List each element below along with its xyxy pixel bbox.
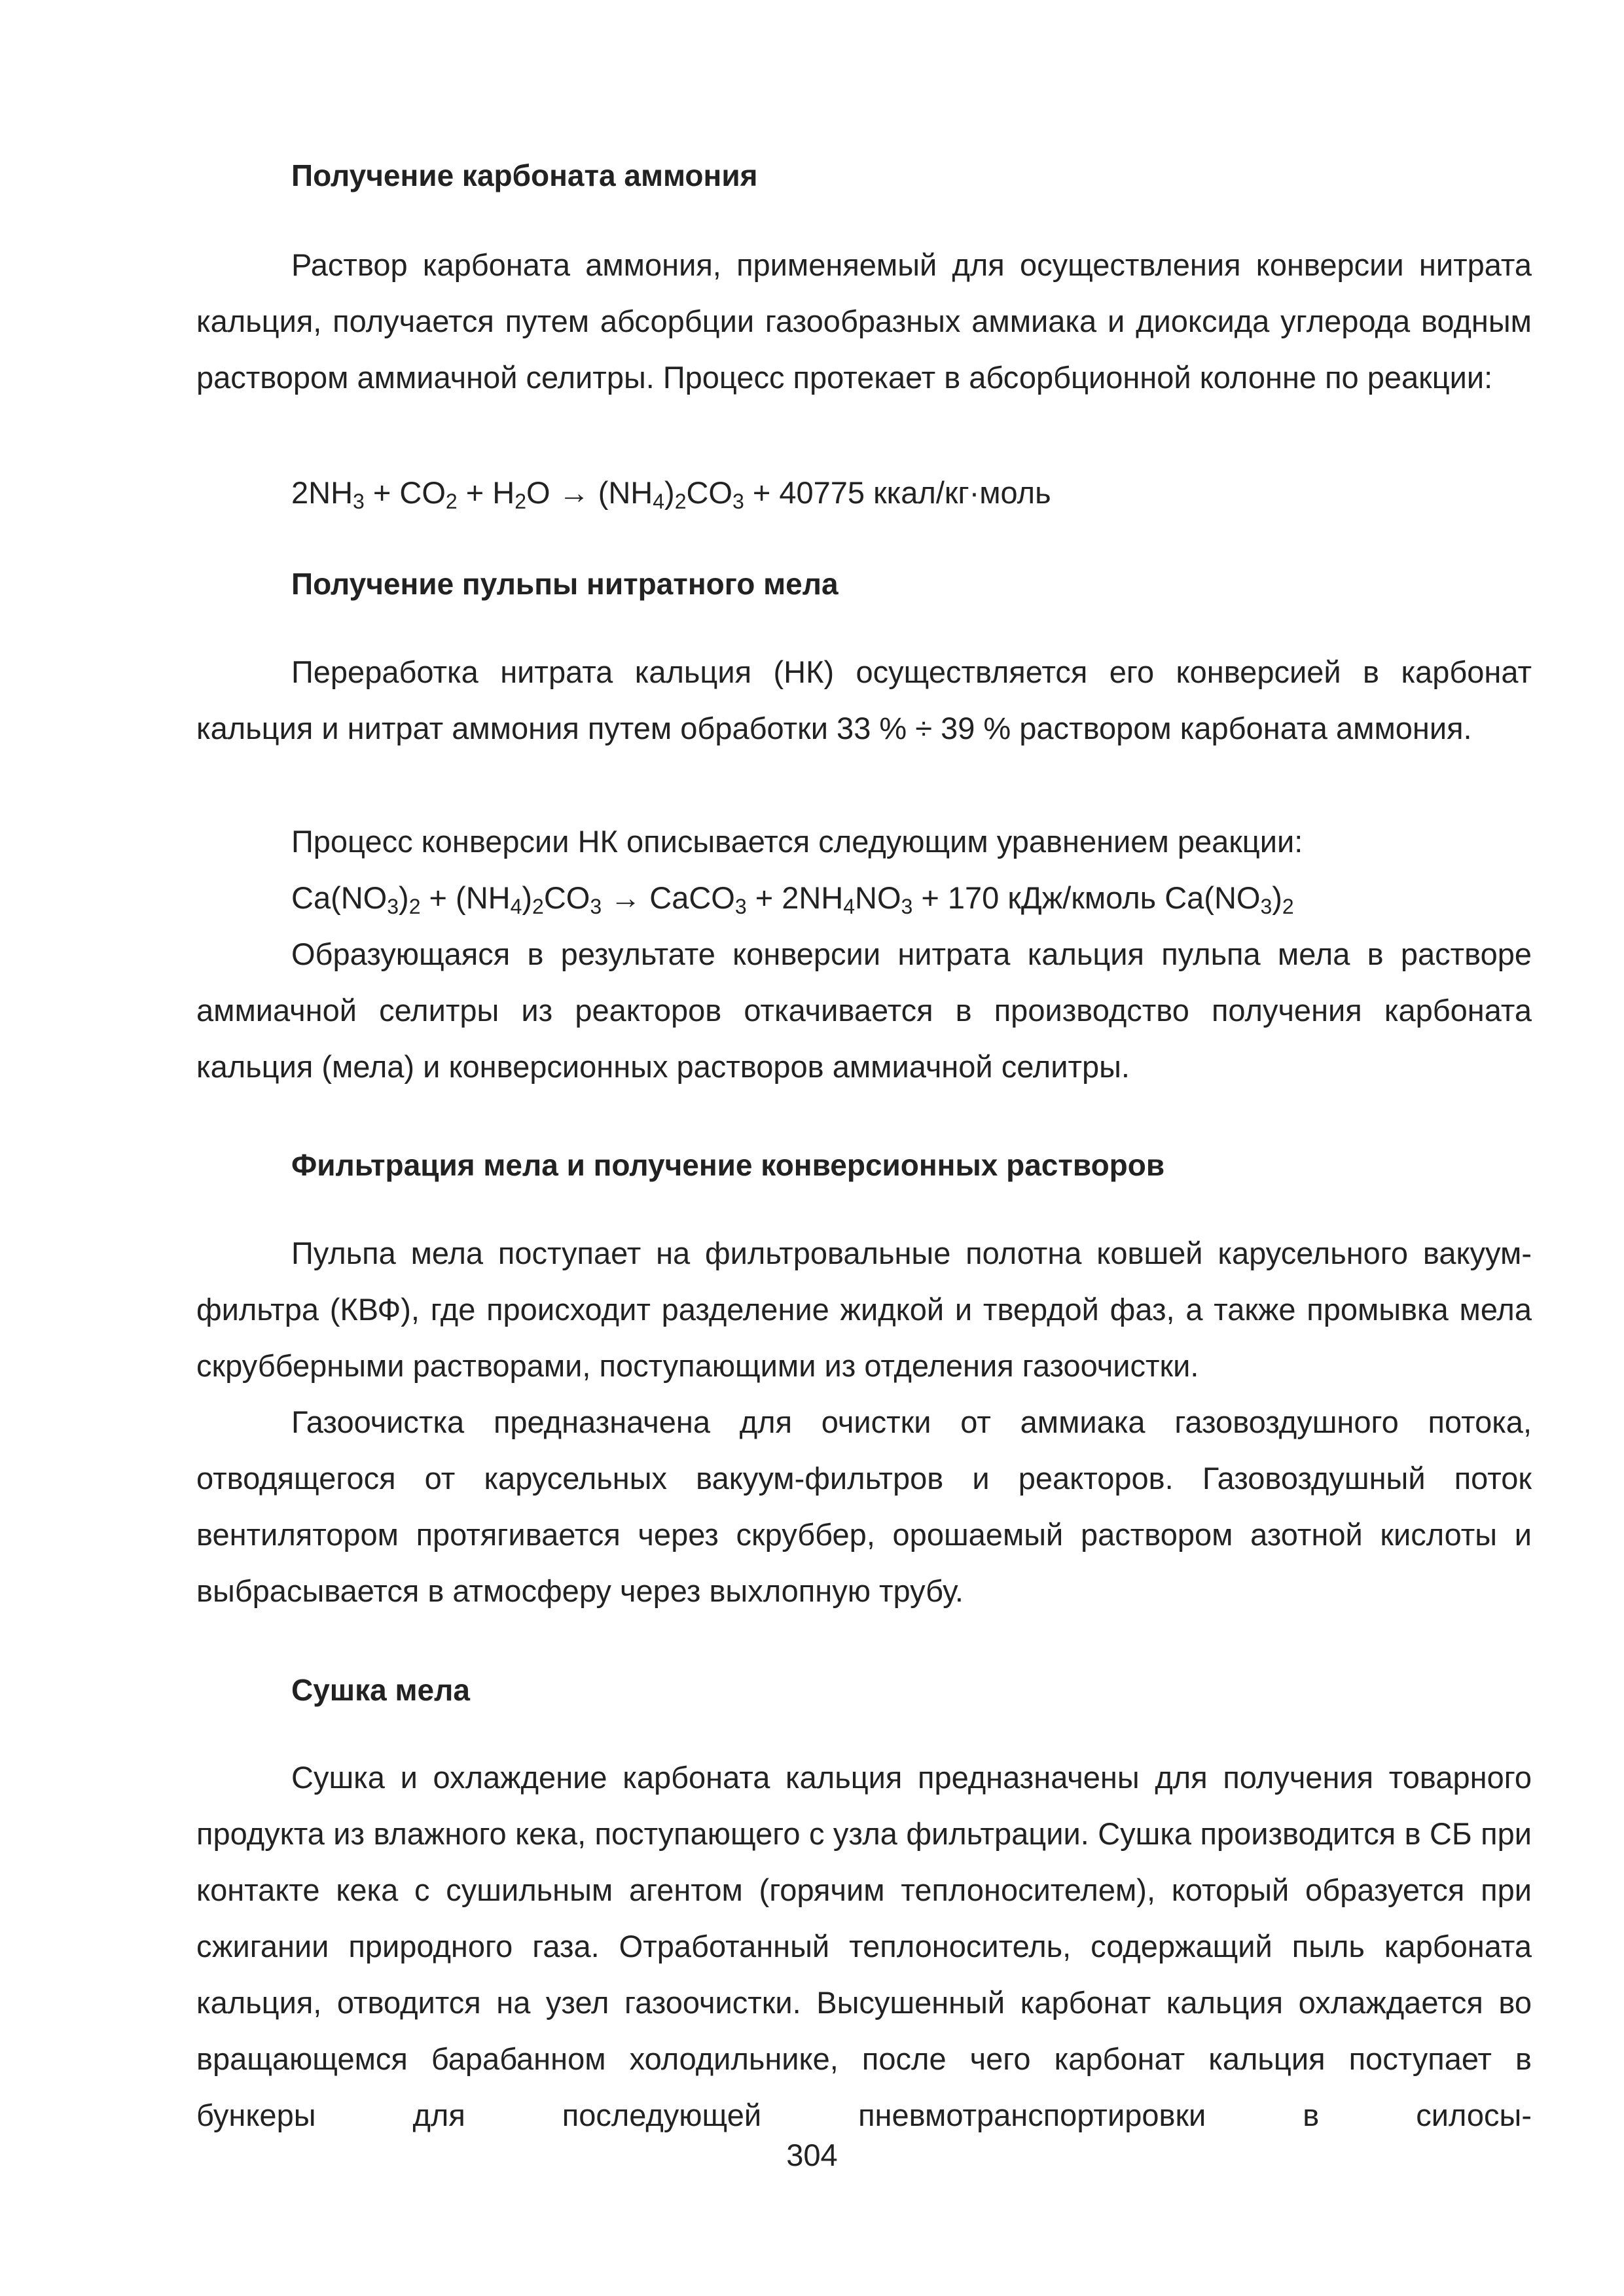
section-heading-chalk-drying: Сушка мела bbox=[291, 1673, 470, 1707]
section-heading-filtration: Фильтрация мела и получение конверсионных растворов bbox=[291, 1148, 1165, 1182]
section-heading-chalk-pulp: Получение пульпы нитратного мела bbox=[291, 567, 839, 601]
paragraph-chalk-pulp-output: Образующаяся в результате конверсии нитрата кальция пульпа мела в растворе аммиачной селитры из реакторов откачивается в производство получения карбоната кальция (мела) и конверсионных растворов аммиачной селитры. bbox=[196, 937, 1532, 1084]
paragraph-conversion-process: Процесс конверсии НК описывается следующим уравнением реакции: bbox=[291, 824, 1303, 859]
equation-calcium-nitrate-conversion: $Ca(NO_3)_2 + (NH_4)_2CO_3$ → CaCO$_3$ + $2NH_4NO_3 + 170$ кДж/кмоль $Ca(NO_3)_2$ bbox=[291, 880, 1294, 918]
page-number: 304 bbox=[786, 2138, 838, 2172]
paragraph-gas-cleaning: Газоочистка предназначена для очистки от аммиака газовоздушного потока, отводящегося от карусельных вакуум-фильтров и реакторов. Газовоздушный поток вентилятором протягивается через скруббер, орошаемый раствором азотной кислоты и выбрасывается в атмосферу через выхлопную трубу. bbox=[196, 1405, 1532, 1608]
paragraph-calcium-nitrate-processing: Переработка нитрата кальция (НК) осуществляется его конверсией в карбонат кальция и нитрат аммония путем обработки 33 % ÷ 39 % раствором карбоната аммония. bbox=[196, 655, 1532, 745]
paragraph-chalk-drying: Сушка и охлаждение карбоната кальция предназначены для получения товарного продукта из влажного кека, поступающего с узла фильтрации. Сушка производится в СБ при контакте кека с сушильным агентом (горячим теплоносителем), который образуется при сжигании природного газа. Отработанный теплоноситель, содержащий пыль карбоната кальция, отводится на узел газоочистки. Высушенный карбонат кальция охлаждается во вращающемся барабанном холодильнике, после чего карбонат кальция поступает в бункеры для последующей пневмотранспортировки в силосы- bbox=[196, 1760, 1532, 2132]
paragraph-filtration: Пульпа мела поступает на фильтровальные полотна ковшей карусельного вакуум-фильтра (КВФ), где происходит разделение жидкой и твердой фаз, а также промывка мела скрубберными растворами, поступающими из отделения газоочистки. bbox=[196, 1236, 1532, 1383]
section-heading-ammonium-carbonate: Получение карбоната аммония bbox=[291, 158, 758, 192]
paragraph-ammonium-carbonate-intro: Раствор карбоната аммония, применяемый для осуществления конверсии нитрата кальция, получается путем абсорбции газообразных аммиака и диоксида углерода водным раствором аммиачной селитры. Процесс протекает в абсорбционной колонне по реакции: bbox=[196, 247, 1532, 395]
equation-ammonium-carbonate: $2NH_3 + CO_2 + H_2O \to (NH_4)_2CO_3 + 40775$ ккал/кг·моль bbox=[291, 475, 1051, 513]
